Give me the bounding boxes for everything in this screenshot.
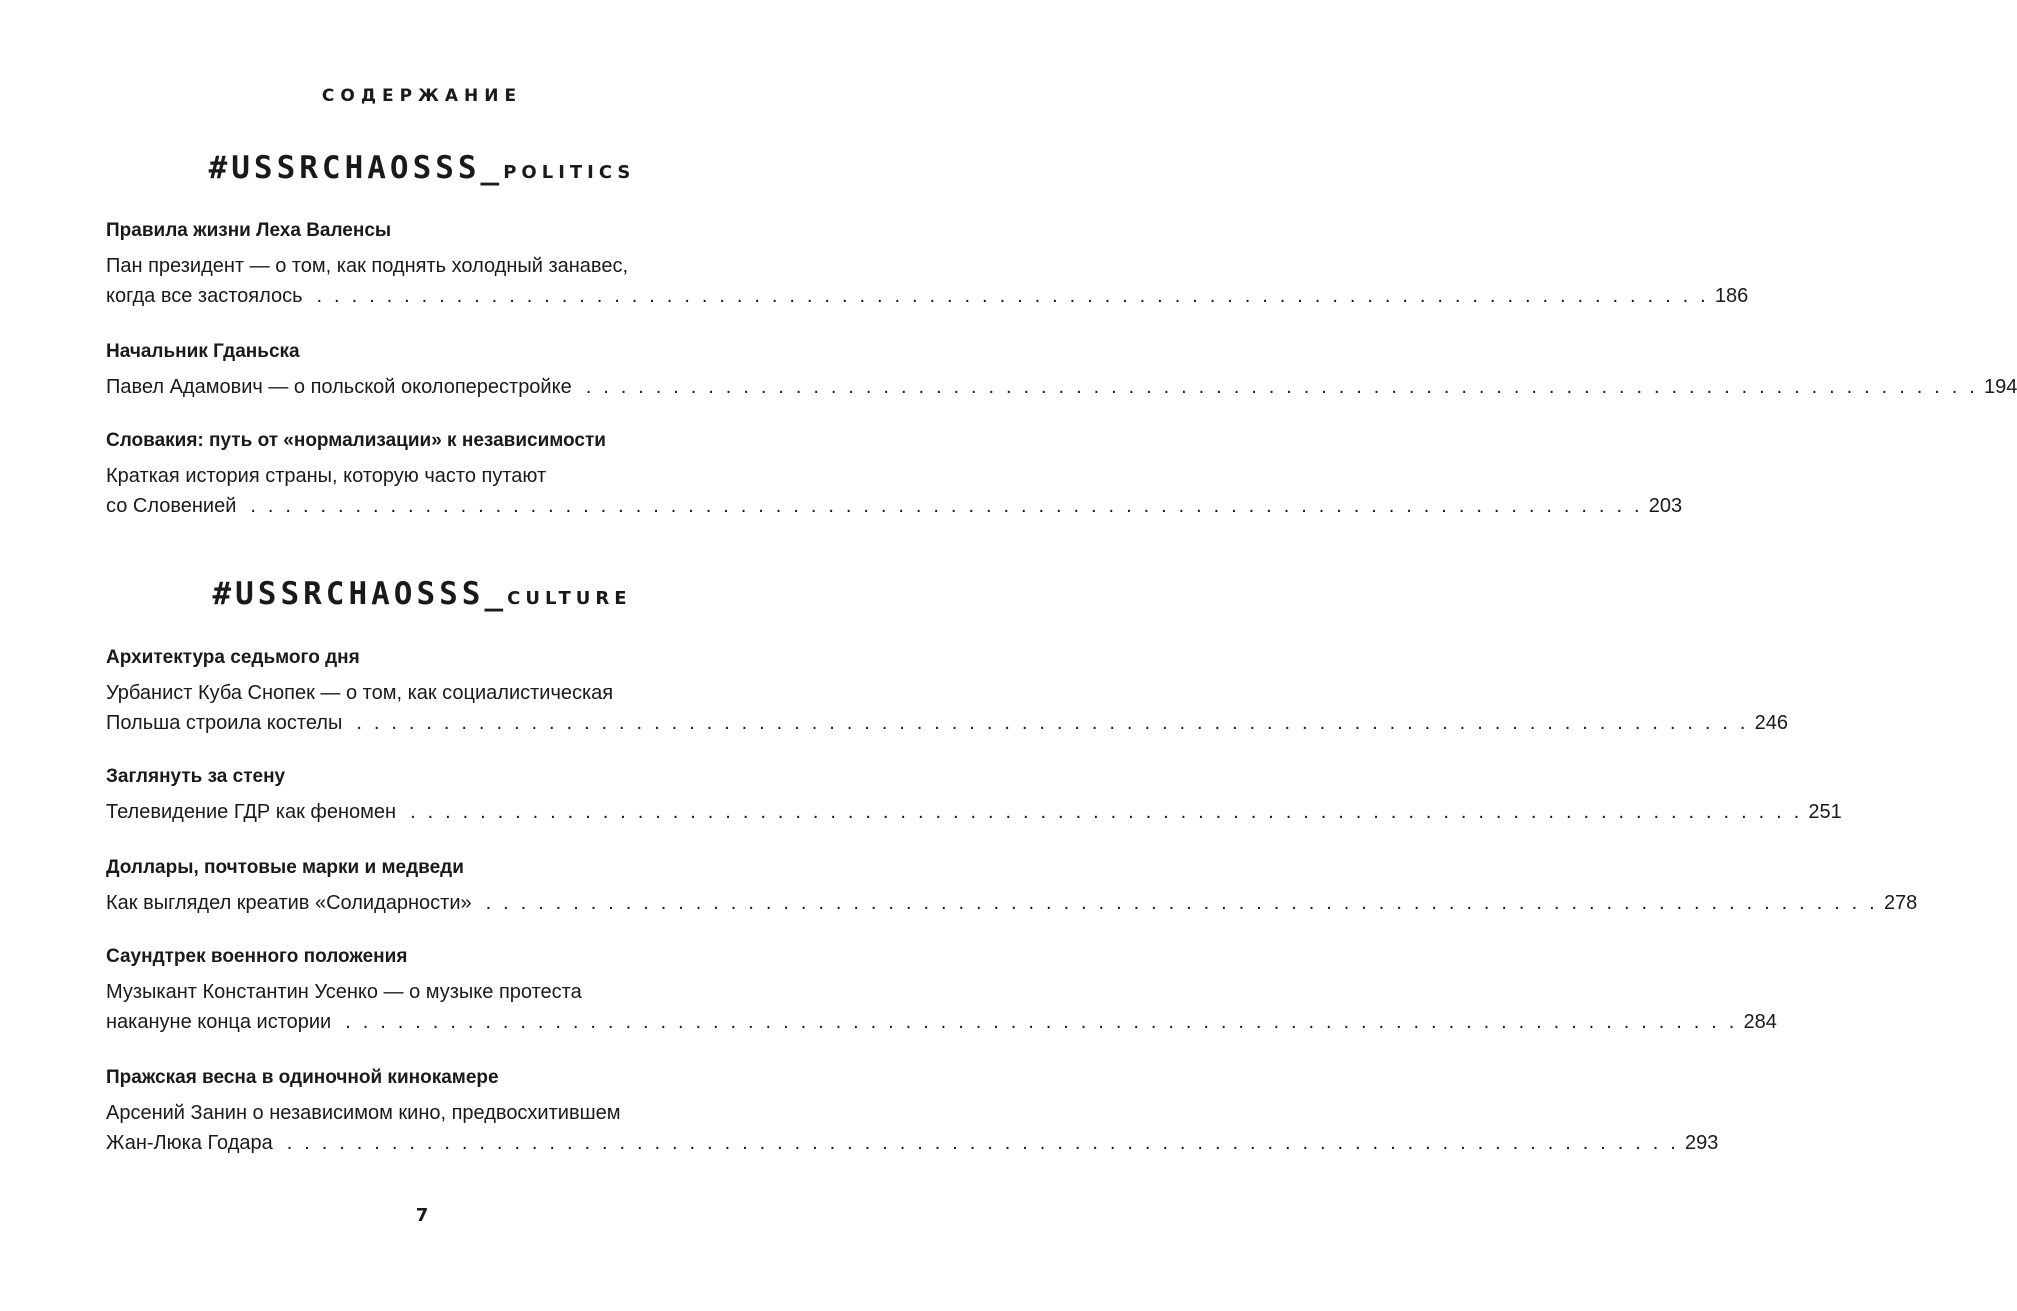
section-tag: #USSRCHAOSSS_ xyxy=(212,576,508,612)
entry-desc-end: накануне конца истории xyxy=(106,1011,332,1033)
entry-desc-line: Пан президент — о том, как поднять холодный занавес, xyxy=(106,255,629,277)
running-head: СОДЕРЖАНИЕ xyxy=(321,86,523,106)
toc-entry[interactable] xyxy=(106,946,1777,1037)
entry-title: Правила жизни Леха Валенсы xyxy=(106,220,392,241)
toc-entry[interactable] xyxy=(106,857,1918,918)
dot-leader: . . . . . . . . . . . . . . . . . . . . . . . . . . . . . . . . . . . . . . . . . . . . . . . . . . . . . . . . . . . . . . . . . . . . . . . . . . . . . . . . xyxy=(345,1011,1738,1033)
page-number: 246 xyxy=(1754,712,1789,734)
page-number: 251 xyxy=(1808,801,1842,823)
entry-leader-line xyxy=(106,708,1789,738)
dot-leader: . . . . . . . . . . . . . . . . . . . . . . . . . . . . . . . . . . . . . . . . . . . . . . . . . . . . . . . . . . . . . . . . . . . . . . . . . . . . . . . . xyxy=(250,495,1643,517)
page-number: 194 xyxy=(1984,376,2017,398)
entry-leader-line xyxy=(106,888,1918,918)
entry-leader-line xyxy=(106,372,2017,402)
entry-leader-line xyxy=(106,1007,1777,1037)
page-number: 203 xyxy=(1648,495,1683,517)
entry-desc-end: Телевидение ГДР как феномен xyxy=(106,801,397,823)
entry-desc-end: Жан-Люка Годара xyxy=(106,1132,273,1154)
entry-title: Заглянуть за стену xyxy=(106,766,286,787)
dot-leader: . . . . . . . . . . . . . . . . . . . . . . . . . . . . . . . . . . . . . . . . . . . . . . . . . . . . . . . . . . . . . . . . . . . . . . . . . . . . . . . . xyxy=(286,1132,1680,1154)
entry-title: Словакия: путь от «нормализации» к независимости xyxy=(106,430,606,451)
entry-desc-end: Польша строила костелы xyxy=(106,712,343,734)
dot-leader: . . . . . . . . . . . . . . . . . . . . . . . . . . . . . . . . . . . . . . . . . . . . . . . . . . . . . . . . . . . . . . . . . . . . . . . . . . . . . . . . xyxy=(356,712,1749,734)
entry-title: Пражская весна в одиночной кинокамере xyxy=(106,1067,499,1088)
entry-leader-line xyxy=(106,281,1749,311)
dot-leader: . . . . . . . . . . . . . . . . . . . . . . . . . . . . . . . . . . . . . . . . . . . . . . . . . . . . . . . . . . . . . . . . . . . . . . . . . . . . . . . . xyxy=(485,892,1878,914)
toc-entry[interactable] xyxy=(106,430,1683,521)
entry-desc-end: когда все застоялось xyxy=(106,285,303,307)
entry-title: Начальник Гданьска xyxy=(106,341,300,362)
page-folio: 7 xyxy=(415,1205,429,1226)
toc-entry[interactable] xyxy=(106,220,1749,311)
page-number: 293 xyxy=(1685,1132,1719,1154)
toc-entry[interactable] xyxy=(106,647,1789,738)
toc-entry[interactable] xyxy=(106,341,2017,402)
section-tag: #USSRCHAOSSS_ xyxy=(208,150,504,186)
entry-desc-line: Музыкант Константин Усенко — о музыке протеста xyxy=(106,981,582,1003)
toc-entry[interactable] xyxy=(106,1067,1719,1158)
entry-desc-line: Краткая история страны, которую часто путают xyxy=(106,465,547,487)
dot-leader: . . . . . . . . . . . . . . . . . . . . . . . . . . . . . . . . . . . . . . . . . . . . . . . . . . . . . . . . . . . . . . . . . . . . . . . . . . . . . . . . xyxy=(585,376,1979,398)
section-tag-suffix: CULTURE xyxy=(507,588,632,609)
section-heading-culture xyxy=(0,576,844,612)
entry-desc-line: Арсений Занин о независимом кино, предвосхитившем xyxy=(106,1102,621,1124)
page-number: 186 xyxy=(1714,285,1749,307)
page-number: 284 xyxy=(1743,1011,1777,1033)
entry-desc-end: Павел Адамович — о польской околоперестройке xyxy=(106,376,572,398)
dot-leader: . . . . . . . . . . . . . . . . . . . . . . . . . . . . . . . . . . . . . . . . . . . . . . . . . . . . . . . . . . . . . . . . . . . . . . . . . . . . . . . . xyxy=(316,285,1709,307)
entry-desc-line: Урбанист Куба Снопек — о том, как социалистическая xyxy=(106,682,614,704)
entry-leader-line xyxy=(106,1128,1719,1158)
page-number: 278 xyxy=(1883,892,1918,914)
toc-entry[interactable] xyxy=(106,766,1842,827)
entry-title: Доллары, почтовые марки и медведи xyxy=(106,857,464,878)
entry-title: Саундтрек военного положения xyxy=(106,946,408,967)
entry-desc-end: Как выглядел креатив «Солидарности» xyxy=(106,892,472,914)
section-heading-politics xyxy=(0,150,844,186)
entry-title: Архитектура седьмого дня xyxy=(106,647,360,668)
dot-leader: . . . . . . . . . . . . . . . . . . . . . . . . . . . . . . . . . . . . . . . . . . . . . . . . . . . . . . . . . . . . . . . . . . . . . . . . . . . . . . . . xyxy=(410,801,1803,823)
entry-leader-line xyxy=(106,491,1683,521)
entry-leader-line xyxy=(106,797,1842,827)
section-tag-suffix: POLITICS xyxy=(503,162,636,183)
entry-desc-end: со Словенией xyxy=(106,495,237,517)
